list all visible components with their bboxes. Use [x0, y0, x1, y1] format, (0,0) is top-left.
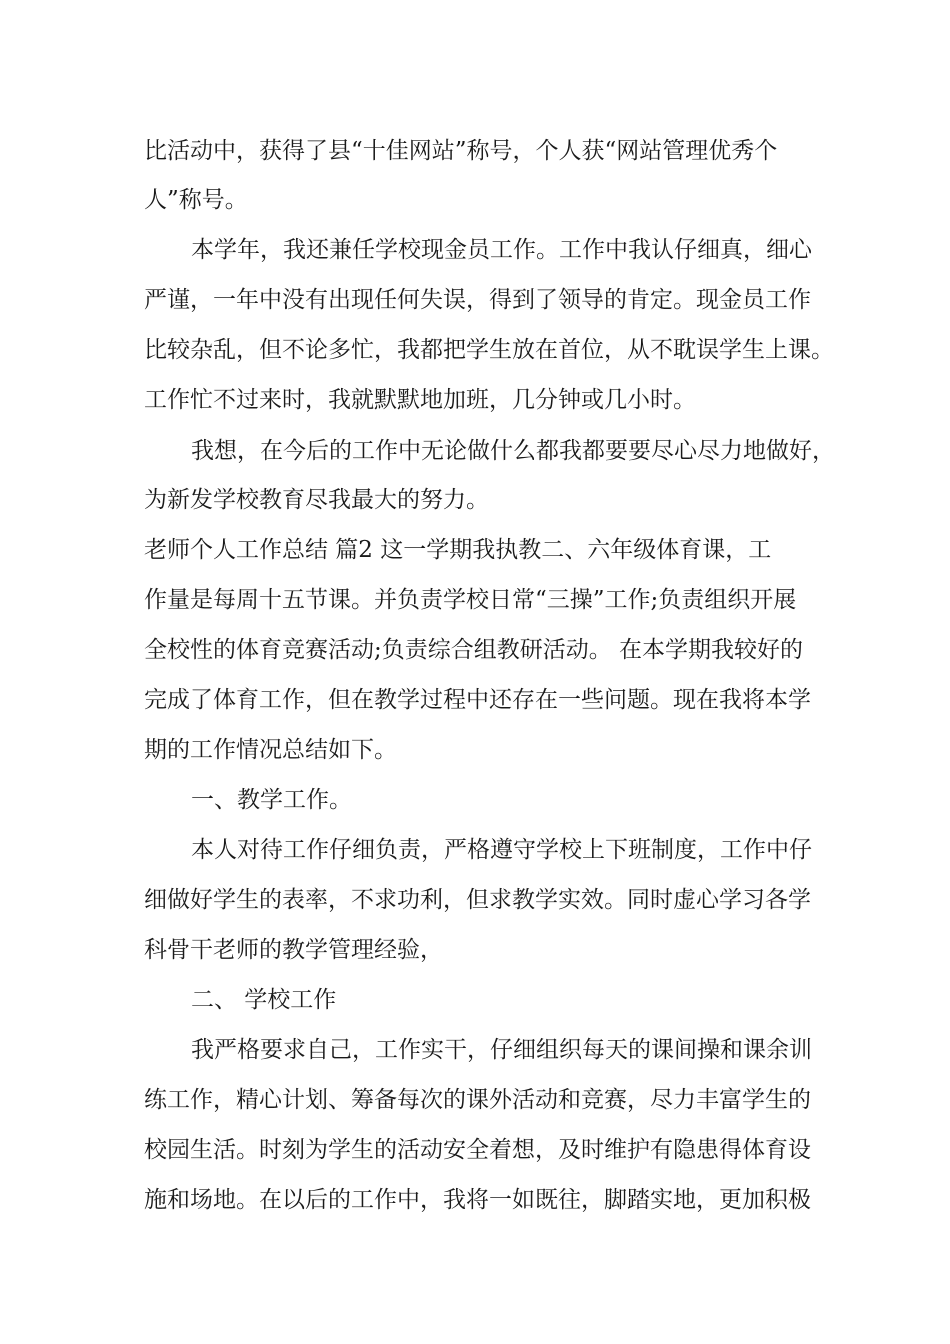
text-line: 严谨，一年中没有出现任何失误，得到了领导的肯定。现金员工作 — [144, 287, 811, 313]
text-line: 完成了体育工作，但在教学过程中还存在一些问题。现在我将本学 — [144, 687, 811, 713]
subheading-teaching: 一、教学工作。 — [191, 787, 352, 813]
text-line: 练工作，精心计划、筹备每次的课外活动和竞赛，尽力丰富学生的 — [144, 1087, 811, 1113]
text-line: 校园生活。时刻为学生的活动安全着想，及时维护有隐患得体育设 — [144, 1137, 811, 1163]
text-line: 工作忙不过来时，我就默默地加班，几分钟或几小时。 — [144, 387, 696, 413]
text-line: 全校性的体育竞赛活动;负责综合组教研活动。 在本学期我较好的 — [144, 637, 804, 663]
text-line: 为新发学校教育尽我最大的努力。 — [144, 487, 489, 513]
text-line: 人”称号。 — [144, 187, 248, 213]
text-line: 比活动中，获得了县“十佳网站”称号，个人获“网站管理优秀个 — [144, 138, 778, 164]
subheading-school-work: 二、 学校工作 — [191, 987, 337, 1013]
text-line: 期的工作情况总结如下。 — [144, 737, 397, 763]
text-line: 细做好学生的表率，不求功利，但求教学实效。同时虚心学习各学 — [144, 887, 811, 913]
section-heading-line: 老师个人工作总结 篇2 这一学期我执教二、六年级体育课，工 — [144, 537, 772, 563]
text-line: 本人对待工作仔细负责，严格遵守学校上下班制度，工作中仔 — [191, 837, 812, 863]
text-line: 我想，在今后的工作中无论做什么都我都要要尽心尽力地做好， — [191, 438, 835, 464]
text-line: 比较杂乱，但不论多忙，我都把学生放在首位，从不耽误学生上课。 — [144, 337, 834, 363]
text-line: 我严格要求自己，工作实干，仔细组织每天的课间操和课余训 — [191, 1037, 812, 1063]
text-line: 本学年，我还兼任学校现金员工作。工作中我认仔细真，细心 — [191, 237, 812, 263]
text-line: 作量是每周十五节课。并负责学校日常“三操”工作;负责组织开展 — [144, 587, 797, 613]
text-line: 施和场地。在以后的工作中，我将一如既往，脚踏实地，更加积极 — [144, 1187, 811, 1213]
text-line: 科骨干老师的教学管理经验， — [144, 937, 443, 963]
